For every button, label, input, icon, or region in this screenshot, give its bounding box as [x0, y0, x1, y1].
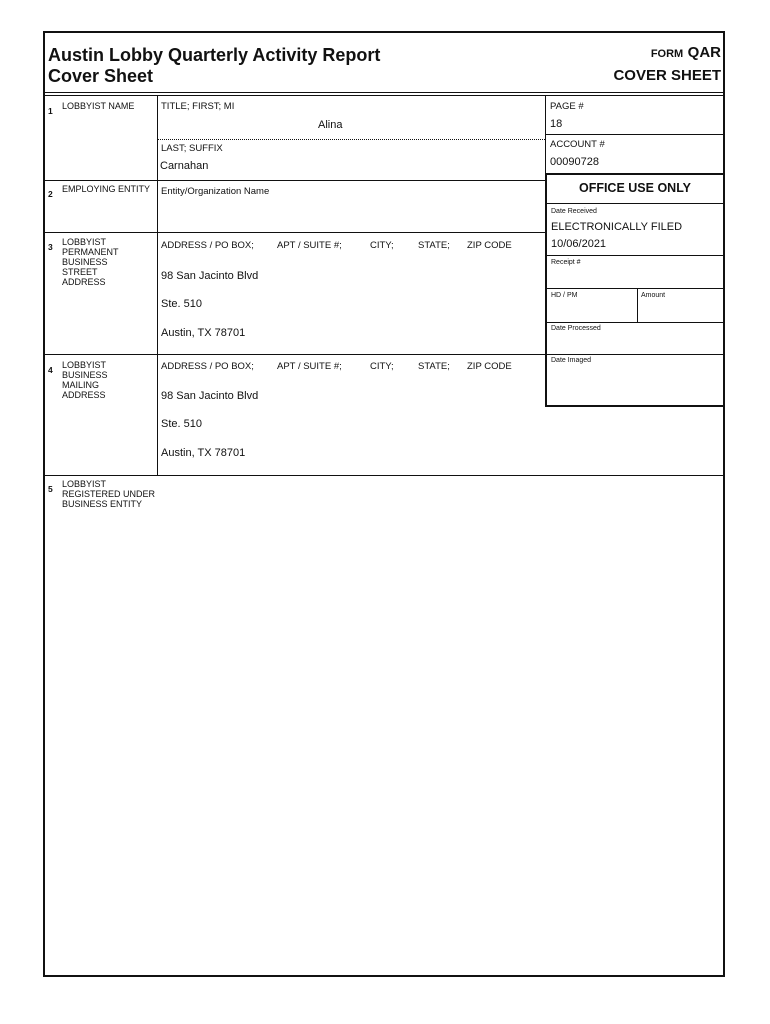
s4-address-line-2[interactable]: Ste. 510	[161, 418, 202, 430]
form-word: FORM	[650, 48, 684, 60]
section-1-header	[48, 101, 53, 119]
section-2-header	[48, 184, 53, 202]
page-number-label: PAGE #	[550, 101, 584, 112]
section-4-number: 4	[48, 365, 53, 375]
account-number-value: 00090728	[550, 156, 599, 168]
label-column-divider	[157, 96, 158, 475]
section-2-label: EMPLOYING ENTITY	[62, 184, 151, 194]
s3-state-col: STATE;	[418, 240, 450, 251]
date-imaged-label: Date Imaged	[551, 357, 592, 364]
date-received-value: 10/06/2021	[551, 238, 607, 250]
date-received-divider	[547, 255, 723, 256]
first-name-value[interactable]: Alina	[318, 119, 343, 131]
s4-city-col: CITY;	[370, 361, 394, 372]
s3-zip-col: ZIP CODE	[467, 240, 512, 251]
section-3-number: 3	[48, 242, 53, 252]
s3-apt-col: APT / SUITE #;	[277, 240, 342, 251]
name-dotted-divider	[158, 139, 545, 140]
report-subtitle: Cover Sheet	[48, 66, 154, 86]
office-use-heading: OFFICE USE ONLY	[578, 181, 692, 195]
account-number-label: ACCOUNT #	[550, 139, 605, 150]
date-processed-divider	[547, 354, 723, 355]
office-heading-divider	[547, 203, 723, 204]
hd-pm-label: HD / PM	[551, 292, 578, 299]
section-3-header	[48, 237, 53, 255]
date-received-label: Date Received	[551, 208, 597, 215]
date-processed-label: Date Processed	[551, 325, 601, 332]
form-code	[651, 44, 721, 62]
s3-address-col: ADDRESS / PO BOX;	[161, 240, 254, 251]
section-2-number: 2	[48, 189, 53, 199]
section-1-label: LOBBYIST NAME	[62, 101, 135, 111]
section-1-divider	[44, 180, 545, 181]
receipt-number-label: Receipt #	[551, 259, 581, 266]
section-2-divider	[44, 232, 545, 233]
title-first-mi-label: TITLE; FIRST; MI	[161, 101, 235, 112]
section-5-number: 5	[48, 484, 53, 494]
s4-address-line-1[interactable]: 98 San Jacinto Blvd	[161, 390, 259, 402]
page-number-value: 18	[550, 118, 563, 130]
receipt-divider	[547, 288, 723, 289]
office-use-box	[545, 173, 725, 407]
header-divider-2	[44, 95, 724, 96]
s3-address-line-2[interactable]: Ste. 510	[161, 298, 202, 310]
section-3-divider	[44, 354, 545, 355]
section-4-label: LOBBYIST BUSINESS MAILING ADDRESS	[62, 360, 108, 400]
report-title: Austin Lobby Quarterly Activity Report	[48, 45, 381, 65]
s4-zip-col: ZIP CODE	[467, 361, 512, 372]
s4-address-line-3[interactable]: Austin, TX 78701	[161, 447, 246, 459]
last-name-value[interactable]: Carnahan	[160, 160, 209, 172]
amount-label: Amount	[641, 292, 666, 299]
hd-pm-divider	[547, 322, 723, 323]
form-code-value: QAR	[687, 44, 721, 61]
electronically-filed-status: ELECTRONICALLY FILED	[551, 221, 683, 233]
s3-address-line-3[interactable]: Austin, TX 78701	[161, 327, 246, 339]
s4-address-col: ADDRESS / PO BOX;	[161, 361, 254, 372]
last-suffix-label: LAST; SUFFIX	[161, 143, 223, 154]
s3-address-line-1[interactable]: 98 San Jacinto Blvd	[161, 270, 259, 282]
s4-apt-col: APT / SUITE #;	[277, 361, 342, 372]
cover-sheet-label: COVER SHEET	[613, 67, 721, 84]
section-5-label: LOBBYIST REGISTERED UNDER BUSINESS ENTITY	[62, 479, 156, 509]
section-3-label: LOBBYIST PERMANENT BUSINESS STREET ADDRESS	[62, 237, 119, 287]
s4-state-col: STATE;	[418, 361, 450, 372]
section-5-header	[48, 479, 53, 497]
page-box-divider	[546, 134, 724, 135]
section-4-divider	[44, 475, 724, 476]
hd-amount-divider	[637, 288, 638, 322]
header-divider	[44, 92, 724, 93]
section-1-number: 1	[48, 106, 53, 116]
section-4-header	[48, 360, 53, 378]
s3-city-col: CITY;	[370, 240, 394, 251]
right-column-divider	[545, 96, 546, 174]
entity-name-label: Entity/Organization Name	[161, 186, 270, 197]
